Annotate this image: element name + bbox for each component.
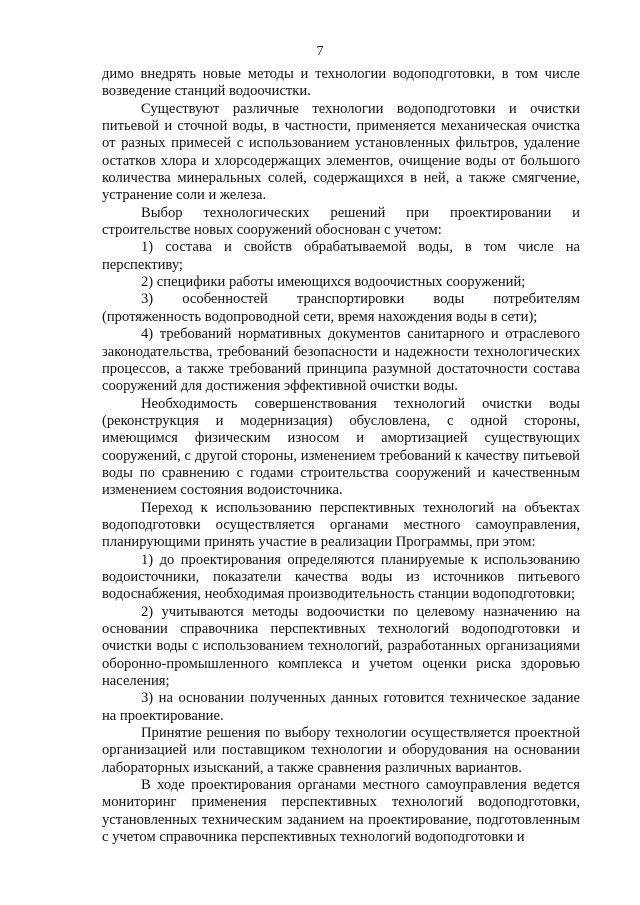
paragraph-continuation: димо внедрять новые методы и технологии водоподготовки, в том числе возведение станций водоочистки. [102,66,580,100]
list-item-step-2: 2) учитываются методы водоочистки по целевому назначению на основании справочника перспективных технологий водоподготовки и очистки воды с использованием технологий, разработанных организациями оборонно-промышленного комплекса и учетом оценки риска здоровью населения; [102,603,580,690]
list-item-step-1: 1) до проектирования определяются планируемые к использованию водоисточники, показатели качества воды из источников питьевого водоснабжения, необходимая производительность станции водоподготовки; [102,551,580,603]
document-body [102,66,580,846]
list-item-3: 3) особенностей транспортировки воды потребителям (протяженность водопроводной сети, время нахождения воды в сети); [102,291,580,325]
list-item-1: 1) состава и свойств обрабатываемой воды, в том числе на перспективу; [102,239,580,273]
paragraph-decision: Принятие решения по выбору технологии осуществляется проектной организацией или поставщиком технологии и оборудования на основании лабораторных изысканий, а также сравнения различных вариантов. [102,725,580,776]
paragraph-technologies: Существуют различные технологии водоподготовки и очистки питьевой и сточной воды, в частности, применяется механическая очистка от разных примесей с использованием установленных фильтров, удаление остатков хлора и хлорсодержащих элементов, очищение воды от большого количества минеральных солей, содержащихся в ней, а также смягчение, устранение соли и железа. [102,100,580,204]
paragraph-transition: Переход к использованию перспективных технологий на объектах водоподготовки осуществляется органами местного самоуправления, планирующими принять участие в реализации Программы, при этом: [102,499,580,551]
page-number: 7 [316,44,324,59]
paragraph-choice-intro: Выбор технологических решений при проектировании и строительстве новых сооружений обоснован с учетом: [102,204,580,239]
paragraph-necessity: Необходимость совершенствования технологий очистки воды (реконструкция и модернизация) обусловлена, с одной стороны, имеющимся физическим износом и амортизацией существующих сооружений, с другой стороны, изменением требований к качеству питьевой воды по сравнению с годами строительства сооружений и качественным изменением состояния водоисточника. [102,395,580,499]
list-item-4: 4) требований нормативных документов санитарного и отраслевого законодательства, требований безопасности и надежности технологических процессов, а также требований принципа разумной достаточности состава сооружений для достижения эффективной очистки воды. [102,326,580,395]
paragraph-monitoring: В ходе проектирования органами местного самоуправления ведется мониторинг применения перспективных технологий водоподготовки, установленных техническим заданием на проектирование, подготовленным с учетом справочника перспективных технологий водоподготовки и [102,777,580,846]
list-item-step-3: 3) на основании полученных данных готовится техническое задание на проектирование. [102,690,580,724]
list-item-2: 2) специфики работы имеющихся водоочистных сооружений; [141,274,526,291]
